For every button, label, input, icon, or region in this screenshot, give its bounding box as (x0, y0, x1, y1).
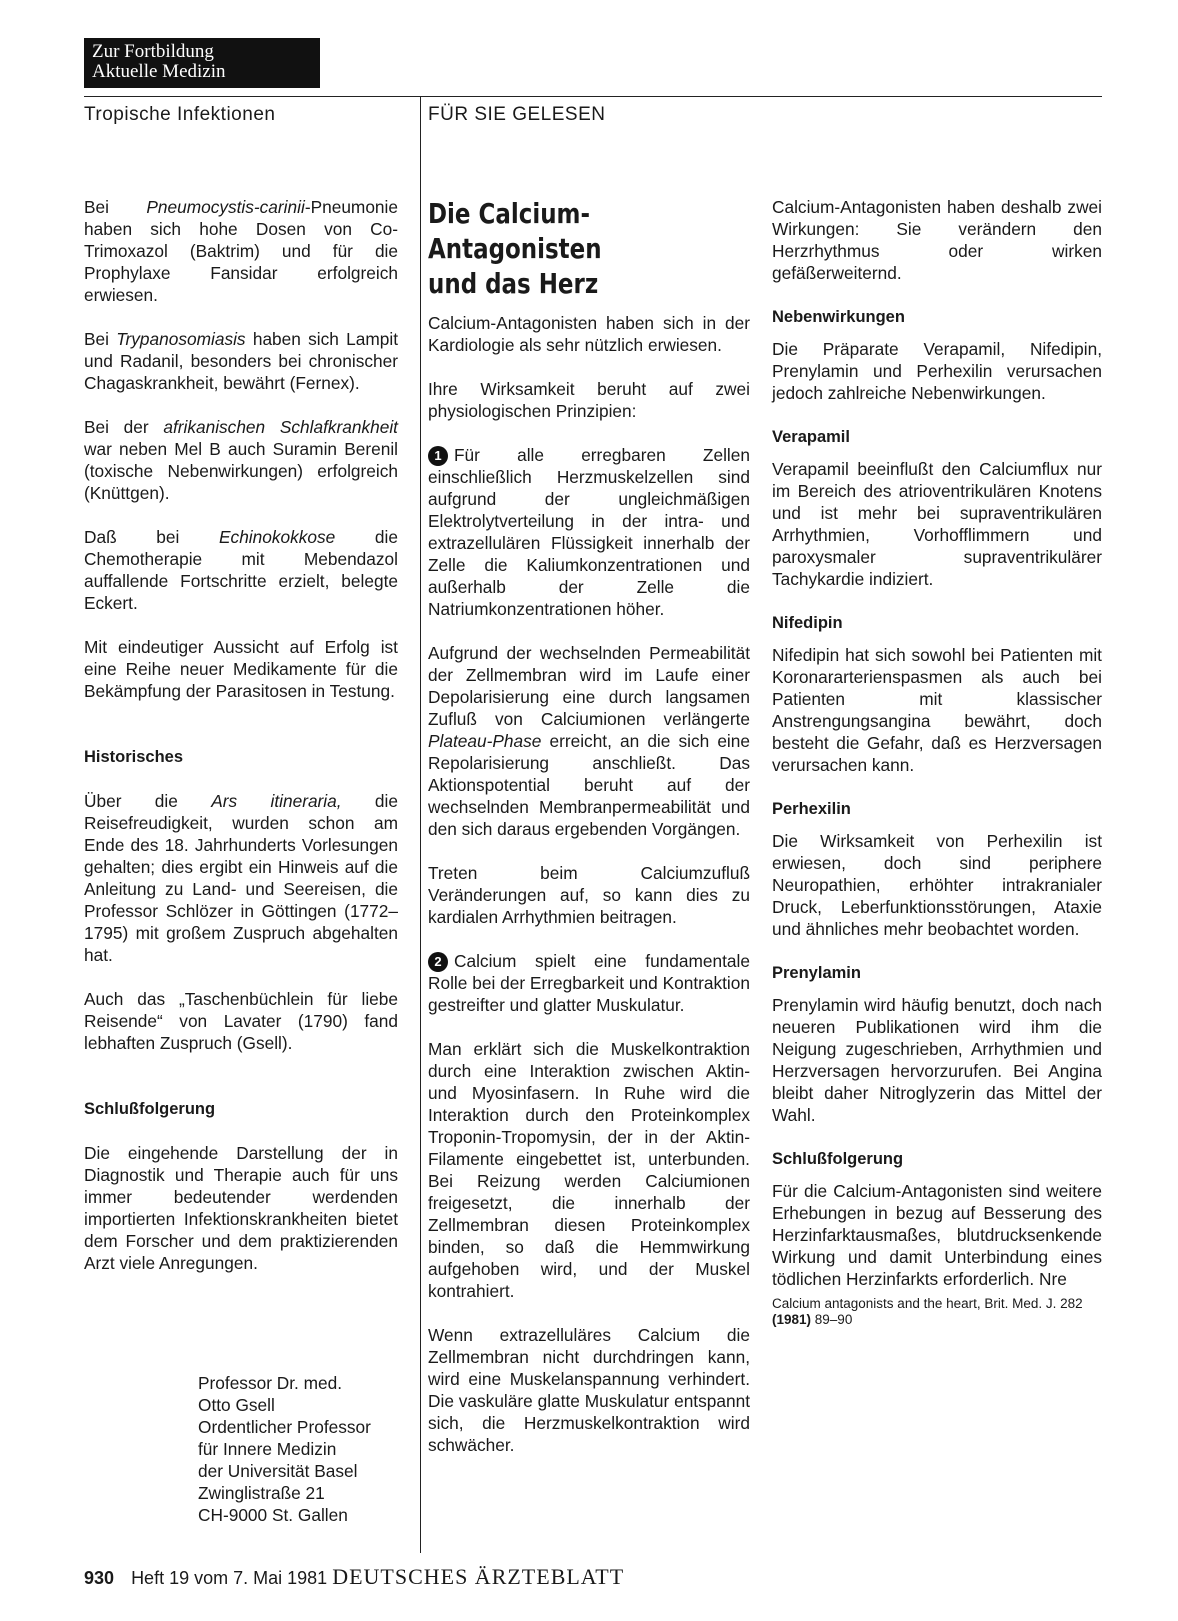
paragraph: Treten beim Calciumzufluß Veränderungen auf, so kann dies zu kardialen Arrhythmien beitragen. (428, 863, 750, 927)
citation: Calcium antagonists and the heart, Brit. Med. J. 282 (1981) 89–90 (772, 1296, 1083, 1327)
number-two-icon: 2 (428, 952, 448, 972)
section-heading-perhexilin: Perhexilin (772, 800, 851, 818)
paragraph: Bei der afrikanischen Schlafkrankheit war neben Mel B auch Suramin Berenil (toxische Nebenwirkungen) erfolgreich (Knüttgen). (84, 417, 398, 503)
number-one-icon: 1 (428, 446, 448, 466)
section-badge (84, 38, 320, 88)
header-rule (84, 96, 1102, 97)
column-divider (420, 96, 421, 1553)
badge-line-1: Zur Fortbildung (92, 41, 214, 62)
paragraph: Aufgrund der wechselnden Permeabilität der Zellmembran wird im Laufe einer Depolarisierung eine durch langsamen Zufluß von Calciumionen verlängerte Plateau-Phase erreicht, an die sich eine Repolarisierung anschließt. Das Aktionspotential beruht auf der wechselnden Membranpermeabilität und den sich daraus ergebenden Vorgängen. (428, 643, 750, 839)
right-section-title: FÜR SIE GELESEN (428, 104, 606, 125)
section-heading-prenylamin: Prenylamin (772, 964, 861, 982)
paragraph: Verapamil beeinflußt den Calciumflux nur im Bereich des atrioventrikulären Knotens und ist mehr bei supraventrikulären Arrhythmien, Vorhofflimmern und paroxysmaler supraventrikulärer Tachykardie indiziert. (772, 459, 1102, 589)
paragraph: Nifedipin hat sich sowohl bei Patienten mit Koronararterienspasmen als auch bei Patienten mit klassischer Anstrengungsangina bewährt, doch besteht die Gefahr, daß es Herzversagen verursachen kann. (772, 645, 1102, 775)
middle-column (428, 312, 750, 1478)
page-number: 930 (84, 1568, 115, 1588)
paragraph: Prenylamin wird häufig benutzt, doch nach neueren Publikationen wird ihm die Neigung zugeschrieben, Arrhythmien und Herzversagen hervorzurufen. Bei Angina bleibt daher Nitroglyzerin das Mittel der Wahl. (772, 995, 1102, 1125)
paragraph: 1 Für alle erregbaren Zellen einschließlich Herzmuskelzellen sind aufgrund der ungleichmäßigen Elektrolytverteilung in der intra- und extrazellulären Flüssigkeit innerhalb der Zelle die Kaliumkonzentrationen und außerhalb der Zelle die Natriumkonzentrationen höher. (428, 445, 750, 619)
page-footer (84, 1564, 624, 1590)
section-heading-nebenwirkungen: Nebenwirkungen (772, 308, 905, 326)
section-heading-historisches: Historisches (84, 748, 184, 766)
right-column (772, 196, 1102, 1328)
paragraph: Mit eindeutiger Aussicht auf Erfolg ist eine Reihe neuer Medikamente für die Bekämpfung der Parasitosen in Testung. (84, 637, 398, 701)
paragraph: Calcium-Antagonisten haben sich in der Kardiologie als sehr nützlich erwiesen. (428, 313, 750, 355)
left-column (84, 196, 398, 1296)
paragraph: Für die Calcium-Antagonisten sind weitere Erhebungen in bezug auf Besserung des Herzinfarktausmaßes, blutdrucksenkende Wirkung und damit Unterbindung eines tödlichen Herzinfarkts erforderlich. Nre (772, 1181, 1102, 1289)
paragraph: Wenn extrazelluläres Calcium die Zellmembran nicht durchdringen kann, wird eine Muskelanspannung verhindert. Die vaskuläre glatte Muskulatur entspannt sich, die Herzmuskelkontraktion wird schwächer. (428, 1325, 750, 1455)
article-title: Die Calcium-Antagonisten und das Herz (428, 197, 602, 300)
paragraph: Die Präparate Verapamil, Nifedipin, Prenylamin und Perhexilin verursachen jedoch zahlreiche Nebenwirkungen. (772, 339, 1102, 403)
section-heading-conclusion: Schlußfolgerung (84, 1100, 216, 1118)
paragraph: Bei Trypanosomiasis haben sich Lampit und Radanil, besonders bei chronischer Chagaskrankheit, bewährt (Fernex). (84, 329, 398, 393)
issue-info: Heft 19 vom 7. Mai 1981 (131, 1568, 328, 1588)
left-section-title: Tropische Infektionen (84, 104, 276, 125)
paragraph: 2 Calcium spielt eine fundamentale Rolle bei der Erregbarkeit und Kontraktion gestreifter und glatter Muskulatur. (428, 951, 750, 1015)
paragraph: Bei Pneumocystis-carinii-Pneumonie haben sich hohe Dosen von Co-Trimoxazol (Baktrim) und für die Prophylaxe Fansidar erfolgreich erwiesen. (84, 197, 398, 305)
paragraph: Ihre Wirksamkeit beruht auf zwei physiologischen Prinzipien: (428, 379, 750, 421)
author-signature: Professor Dr. med. Otto Gsell Ordentlicher Professor für Innere Medizin der Universität Basel Zwinglistraße 21 CH-9000 St. Gallen (198, 1373, 371, 1525)
paragraph: Calcium-Antagonisten haben deshalb zwei Wirkungen: Sie verändern den Herzrhythmus oder wirken gefäßerweiternd. (772, 197, 1102, 283)
section-heading-conclusion: Schlußfolgerung (772, 1150, 904, 1168)
paragraph: Die Wirksamkeit von Perhexilin ist erwiesen, doch sind periphere Neuropathien, erhöhter intrakranialer Druck, Leberfunktionsstörungen, Ataxie und ähnliches mehr beobachtet worden. (772, 831, 1102, 939)
section-heading-verapamil: Verapamil (772, 428, 850, 446)
badge-line-2: Aktuelle Medizin (92, 61, 226, 82)
journal-name: DEUTSCHES ÄRZTEBLATT (332, 1564, 625, 1589)
paragraph: Die eingehende Darstellung der in Diagnostik und Therapie auch für uns immer bedeutender werdenden importierten Infektionskrankheiten bietet dem Forscher und dem praktizierenden Arzt viele Anregungen. (84, 1143, 398, 1273)
paragraph: Man erklärt sich die Muskelkontraktion durch eine Interaktion zwischen Aktin- und Myosinfasern. In Ruhe wird die Interaktion durch den Proteinkomplex Troponin-Tropomysin, der in der Aktin-Filamente eingebettet ist, unterbunden. Bei Reizung werden Calciumionen freigesetzt, die innerhalb der Zellmembran diesen Proteinkomplex binden, so daß die Hemmwirkung aufgehoben wird, und der Muskel kontrahiert. (428, 1039, 750, 1301)
section-heading-nifedipin: Nifedipin (772, 614, 843, 632)
paragraph: Daß bei Echinokokkose die Chemotherapie mit Mebendazol auffallende Fortschritte erzielt, belegte Eckert. (84, 527, 398, 613)
paragraph: Über die Ars itineraria, die Reisefreudigkeit, wurden schon am Ende des 18. Jahrhunderts Vorlesungen gehalten; dies ergibt ein Hinweis auf die Anleitung zu Land- und Seereisen, die Professor Schlözer in Göttingen (1772–1795) mit großem Zuspruch abgehalten hat. (84, 791, 398, 965)
paragraph: Auch das „Taschenbüchlein für liebe Reisende“ von Lavater (1790) fand lebhaften Zuspruch (Gsell). (84, 989, 398, 1053)
